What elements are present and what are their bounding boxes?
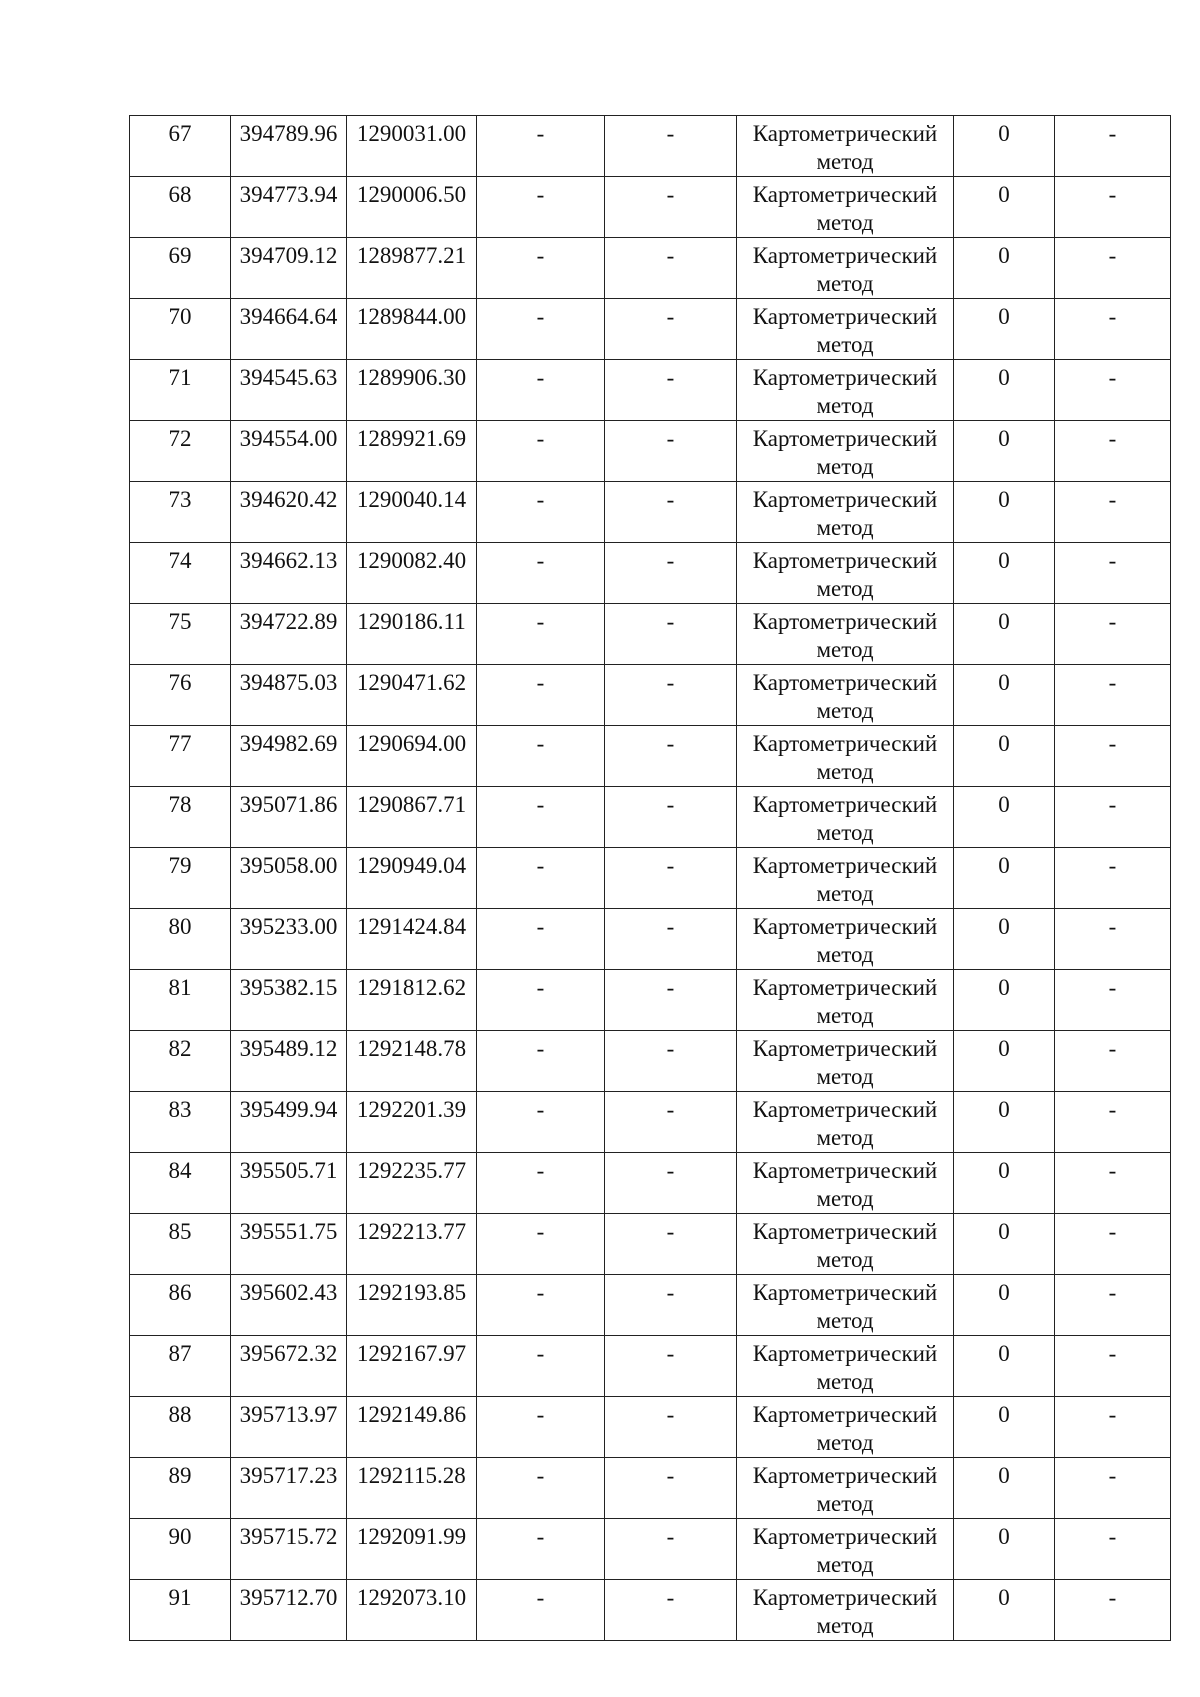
method-cell	[737, 970, 954, 1031]
dash-cell-last: -	[1055, 1336, 1171, 1397]
y-coordinate-cell: 1290867.71	[347, 787, 477, 848]
dash-cell-1: -	[477, 1031, 605, 1092]
method-cell	[737, 1092, 954, 1153]
method-cell	[737, 1519, 954, 1580]
dash-cell-last: -	[1055, 1214, 1171, 1275]
method-label: Картометрический метод	[752, 609, 938, 662]
dash-cell-1: -	[477, 1519, 605, 1580]
error-cell: 0	[954, 604, 1055, 665]
method-cell	[737, 360, 954, 421]
x-coordinate-cell: 394982.69	[231, 726, 347, 787]
method-label: Картометрический метод	[752, 548, 938, 601]
table-row	[130, 543, 1171, 604]
table-row	[130, 238, 1171, 299]
point-number-cell: 74	[130, 543, 231, 604]
method-label: Картометрический метод	[752, 182, 938, 235]
table-row	[130, 1519, 1171, 1580]
y-coordinate-cell: 1292148.78	[347, 1031, 477, 1092]
y-coordinate-cell: 1291424.84	[347, 909, 477, 970]
y-coordinate-cell: 1291812.62	[347, 970, 477, 1031]
method-label: Картометрический метод	[752, 243, 938, 296]
dash-cell-1: -	[477, 238, 605, 299]
y-coordinate-cell: 1292167.97	[347, 1336, 477, 1397]
error-cell: 0	[954, 1214, 1055, 1275]
dash-cell-1: -	[477, 848, 605, 909]
method-label: Картометрический метод	[752, 121, 938, 174]
point-number-cell: 91	[130, 1580, 231, 1641]
method-label: Картометрический метод	[752, 975, 938, 1028]
x-coordinate-cell: 395712.70	[231, 1580, 347, 1641]
method-cell	[737, 421, 954, 482]
x-coordinate-cell: 394789.96	[231, 116, 347, 177]
x-coordinate-cell: 395499.94	[231, 1092, 347, 1153]
dash-cell-1: -	[477, 1092, 605, 1153]
point-number-cell: 79	[130, 848, 231, 909]
point-number-cell: 83	[130, 1092, 231, 1153]
y-coordinate-cell: 1290471.62	[347, 665, 477, 726]
dash-cell-1: -	[477, 1336, 605, 1397]
dash-cell-1: -	[477, 1153, 605, 1214]
dash-cell-last: -	[1055, 177, 1171, 238]
method-cell	[737, 665, 954, 726]
dash-cell-last: -	[1055, 665, 1171, 726]
point-number-cell: 78	[130, 787, 231, 848]
dash-cell-last: -	[1055, 1580, 1171, 1641]
method-label: Картометрический метод	[752, 792, 938, 845]
dash-cell-last: -	[1055, 1519, 1171, 1580]
method-label: Картометрический метод	[752, 1402, 938, 1455]
x-coordinate-cell: 395602.43	[231, 1275, 347, 1336]
dash-cell-2: -	[605, 543, 737, 604]
dash-cell-2: -	[605, 482, 737, 543]
table-row	[130, 970, 1171, 1031]
method-cell	[737, 848, 954, 909]
point-number-cell: 81	[130, 970, 231, 1031]
x-coordinate-cell: 395058.00	[231, 848, 347, 909]
method-label: Картометрический метод	[752, 731, 938, 784]
method-label: Картометрический метод	[752, 1585, 938, 1638]
x-coordinate-cell: 395715.72	[231, 1519, 347, 1580]
dash-cell-1: -	[477, 299, 605, 360]
error-cell: 0	[954, 1519, 1055, 1580]
dash-cell-2: -	[605, 909, 737, 970]
dash-cell-last: -	[1055, 421, 1171, 482]
dash-cell-last: -	[1055, 1153, 1171, 1214]
method-cell	[737, 1031, 954, 1092]
dash-cell-2: -	[605, 1458, 737, 1519]
x-coordinate-cell: 394554.00	[231, 421, 347, 482]
method-label: Картометрический метод	[752, 1036, 938, 1089]
dash-cell-last: -	[1055, 1275, 1171, 1336]
dash-cell-2: -	[605, 1092, 737, 1153]
dash-cell-1: -	[477, 421, 605, 482]
table-row	[130, 909, 1171, 970]
error-cell: 0	[954, 1580, 1055, 1641]
method-cell	[737, 482, 954, 543]
x-coordinate-cell: 394875.03	[231, 665, 347, 726]
error-cell: 0	[954, 1336, 1055, 1397]
y-coordinate-cell: 1289906.30	[347, 360, 477, 421]
y-coordinate-cell: 1290186.11	[347, 604, 477, 665]
table-row	[130, 1580, 1171, 1641]
dash-cell-1: -	[477, 482, 605, 543]
dash-cell-last: -	[1055, 1092, 1171, 1153]
table-row	[130, 604, 1171, 665]
dash-cell-1: -	[477, 1580, 605, 1641]
dash-cell-1: -	[477, 726, 605, 787]
error-cell: 0	[954, 1275, 1055, 1336]
dash-cell-1: -	[477, 1458, 605, 1519]
method-label: Картометрический метод	[752, 365, 938, 418]
x-coordinate-cell: 395233.00	[231, 909, 347, 970]
method-label: Картометрический метод	[752, 1158, 938, 1211]
table-row	[130, 1458, 1171, 1519]
dash-cell-2: -	[605, 421, 737, 482]
method-cell	[737, 604, 954, 665]
point-number-cell: 71	[130, 360, 231, 421]
error-cell: 0	[954, 909, 1055, 970]
method-cell	[737, 1458, 954, 1519]
table-row	[130, 1031, 1171, 1092]
dash-cell-2: -	[605, 604, 737, 665]
error-cell: 0	[954, 848, 1055, 909]
dash-cell-2: -	[605, 726, 737, 787]
method-cell	[737, 116, 954, 177]
method-label: Картометрический метод	[752, 914, 938, 967]
point-number-cell: 77	[130, 726, 231, 787]
method-label: Картометрический метод	[752, 1280, 938, 1333]
error-cell: 0	[954, 116, 1055, 177]
dash-cell-1: -	[477, 665, 605, 726]
y-coordinate-cell: 1292213.77	[347, 1214, 477, 1275]
error-cell: 0	[954, 543, 1055, 604]
error-cell: 0	[954, 238, 1055, 299]
error-cell: 0	[954, 1153, 1055, 1214]
method-label: Картометрический метод	[752, 487, 938, 540]
dash-cell-1: -	[477, 970, 605, 1031]
point-number-cell: 87	[130, 1336, 231, 1397]
y-coordinate-cell: 1289877.21	[347, 238, 477, 299]
x-coordinate-cell: 394662.13	[231, 543, 347, 604]
method-label: Картометрический метод	[752, 1341, 938, 1394]
method-cell	[737, 1153, 954, 1214]
x-coordinate-cell: 395505.71	[231, 1153, 347, 1214]
point-number-cell: 85	[130, 1214, 231, 1275]
x-coordinate-cell: 394664.64	[231, 299, 347, 360]
y-coordinate-cell: 1292149.86	[347, 1397, 477, 1458]
dash-cell-1: -	[477, 116, 605, 177]
dash-cell-2: -	[605, 1580, 737, 1641]
x-coordinate-cell: 395382.15	[231, 970, 347, 1031]
y-coordinate-cell: 1292235.77	[347, 1153, 477, 1214]
method-cell	[737, 909, 954, 970]
method-cell	[737, 299, 954, 360]
x-coordinate-cell: 395551.75	[231, 1214, 347, 1275]
y-coordinate-cell: 1289844.00	[347, 299, 477, 360]
dash-cell-2: -	[605, 787, 737, 848]
dash-cell-last: -	[1055, 787, 1171, 848]
dash-cell-2: -	[605, 238, 737, 299]
point-number-cell: 88	[130, 1397, 231, 1458]
dash-cell-last: -	[1055, 543, 1171, 604]
table-row	[130, 116, 1171, 177]
table-row	[130, 1092, 1171, 1153]
dash-cell-1: -	[477, 177, 605, 238]
dash-cell-2: -	[605, 970, 737, 1031]
y-coordinate-cell: 1292201.39	[347, 1092, 477, 1153]
y-coordinate-cell: 1290082.40	[347, 543, 477, 604]
error-cell: 0	[954, 360, 1055, 421]
x-coordinate-cell: 395071.86	[231, 787, 347, 848]
method-label: Картометрический метод	[752, 1097, 938, 1150]
method-cell	[737, 1580, 954, 1641]
y-coordinate-cell: 1290949.04	[347, 848, 477, 909]
table-row	[130, 1153, 1171, 1214]
point-number-cell: 76	[130, 665, 231, 726]
dash-cell-last: -	[1055, 970, 1171, 1031]
dash-cell-last: -	[1055, 299, 1171, 360]
dash-cell-1: -	[477, 787, 605, 848]
dash-cell-last: -	[1055, 848, 1171, 909]
dash-cell-last: -	[1055, 482, 1171, 543]
dash-cell-2: -	[605, 1336, 737, 1397]
dash-cell-1: -	[477, 604, 605, 665]
table-row	[130, 482, 1171, 543]
error-cell: 0	[954, 726, 1055, 787]
error-cell: 0	[954, 1092, 1055, 1153]
table-row	[130, 787, 1171, 848]
dash-cell-2: -	[605, 299, 737, 360]
y-coordinate-cell: 1292073.10	[347, 1580, 477, 1641]
x-coordinate-cell: 395489.12	[231, 1031, 347, 1092]
method-label: Картометрический метод	[752, 304, 938, 357]
error-cell: 0	[954, 787, 1055, 848]
x-coordinate-cell: 394620.42	[231, 482, 347, 543]
y-coordinate-cell: 1292091.99	[347, 1519, 477, 1580]
dash-cell-2: -	[605, 1153, 737, 1214]
table-row	[130, 848, 1171, 909]
method-cell	[737, 543, 954, 604]
y-coordinate-cell: 1290694.00	[347, 726, 477, 787]
method-cell	[737, 177, 954, 238]
dash-cell-2: -	[605, 665, 737, 726]
error-cell: 0	[954, 177, 1055, 238]
dash-cell-1: -	[477, 909, 605, 970]
x-coordinate-cell: 395717.23	[231, 1458, 347, 1519]
method-label: Картометрический метод	[752, 1219, 938, 1272]
dash-cell-last: -	[1055, 1031, 1171, 1092]
method-label: Картометрический метод	[752, 426, 938, 479]
error-cell: 0	[954, 665, 1055, 726]
dash-cell-2: -	[605, 848, 737, 909]
x-coordinate-cell: 394545.63	[231, 360, 347, 421]
point-number-cell: 86	[130, 1275, 231, 1336]
dash-cell-2: -	[605, 1397, 737, 1458]
coordinates-table	[129, 115, 1171, 1641]
point-number-cell: 72	[130, 421, 231, 482]
y-coordinate-cell: 1290006.50	[347, 177, 477, 238]
dash-cell-last: -	[1055, 360, 1171, 421]
dash-cell-2: -	[605, 1519, 737, 1580]
point-number-cell: 82	[130, 1031, 231, 1092]
dash-cell-2: -	[605, 1031, 737, 1092]
point-number-cell: 90	[130, 1519, 231, 1580]
table-row	[130, 421, 1171, 482]
dash-cell-last: -	[1055, 604, 1171, 665]
dash-cell-last: -	[1055, 238, 1171, 299]
method-label: Картометрический метод	[752, 1463, 938, 1516]
point-number-cell: 84	[130, 1153, 231, 1214]
dash-cell-2: -	[605, 116, 737, 177]
table-row	[130, 726, 1171, 787]
x-coordinate-cell: 394709.12	[231, 238, 347, 299]
method-cell	[737, 787, 954, 848]
point-number-cell: 80	[130, 909, 231, 970]
method-label: Картометрический метод	[752, 853, 938, 906]
point-number-cell: 67	[130, 116, 231, 177]
dash-cell-1: -	[477, 1397, 605, 1458]
point-number-cell: 89	[130, 1458, 231, 1519]
point-number-cell: 73	[130, 482, 231, 543]
method-cell	[737, 726, 954, 787]
point-number-cell: 68	[130, 177, 231, 238]
error-cell: 0	[954, 482, 1055, 543]
table-row	[130, 1275, 1171, 1336]
dash-cell-last: -	[1055, 116, 1171, 177]
table-body	[130, 116, 1171, 1641]
point-number-cell: 69	[130, 238, 231, 299]
error-cell: 0	[954, 421, 1055, 482]
dash-cell-2: -	[605, 1214, 737, 1275]
error-cell: 0	[954, 1397, 1055, 1458]
table-row	[130, 360, 1171, 421]
dash-cell-last: -	[1055, 1458, 1171, 1519]
dash-cell-last: -	[1055, 726, 1171, 787]
method-cell	[737, 1275, 954, 1336]
error-cell: 0	[954, 299, 1055, 360]
dash-cell-last: -	[1055, 909, 1171, 970]
point-number-cell: 75	[130, 604, 231, 665]
error-cell: 0	[954, 970, 1055, 1031]
dash-cell-1: -	[477, 543, 605, 604]
dash-cell-2: -	[605, 1275, 737, 1336]
dash-cell-2: -	[605, 177, 737, 238]
table-row	[130, 1397, 1171, 1458]
point-number-cell: 70	[130, 299, 231, 360]
method-label: Картометрический метод	[752, 670, 938, 723]
y-coordinate-cell: 1292193.85	[347, 1275, 477, 1336]
x-coordinate-cell: 394722.89	[231, 604, 347, 665]
dash-cell-1: -	[477, 1275, 605, 1336]
y-coordinate-cell: 1290040.14	[347, 482, 477, 543]
method-cell	[737, 1397, 954, 1458]
error-cell: 0	[954, 1458, 1055, 1519]
table-row	[130, 299, 1171, 360]
error-cell: 0	[954, 1031, 1055, 1092]
table-row	[130, 1336, 1171, 1397]
dash-cell-last: -	[1055, 1397, 1171, 1458]
dash-cell-1: -	[477, 360, 605, 421]
method-cell	[737, 1336, 954, 1397]
method-cell	[737, 238, 954, 299]
x-coordinate-cell: 394773.94	[231, 177, 347, 238]
y-coordinate-cell: 1289921.69	[347, 421, 477, 482]
x-coordinate-cell: 395672.32	[231, 1336, 347, 1397]
table-row	[130, 1214, 1171, 1275]
table-row	[130, 177, 1171, 238]
y-coordinate-cell: 1292115.28	[347, 1458, 477, 1519]
method-cell	[737, 1214, 954, 1275]
y-coordinate-cell: 1290031.00	[347, 116, 477, 177]
method-label: Картометрический метод	[752, 1524, 938, 1577]
x-coordinate-cell: 395713.97	[231, 1397, 347, 1458]
dash-cell-2: -	[605, 360, 737, 421]
table-row	[130, 665, 1171, 726]
dash-cell-1: -	[477, 1214, 605, 1275]
